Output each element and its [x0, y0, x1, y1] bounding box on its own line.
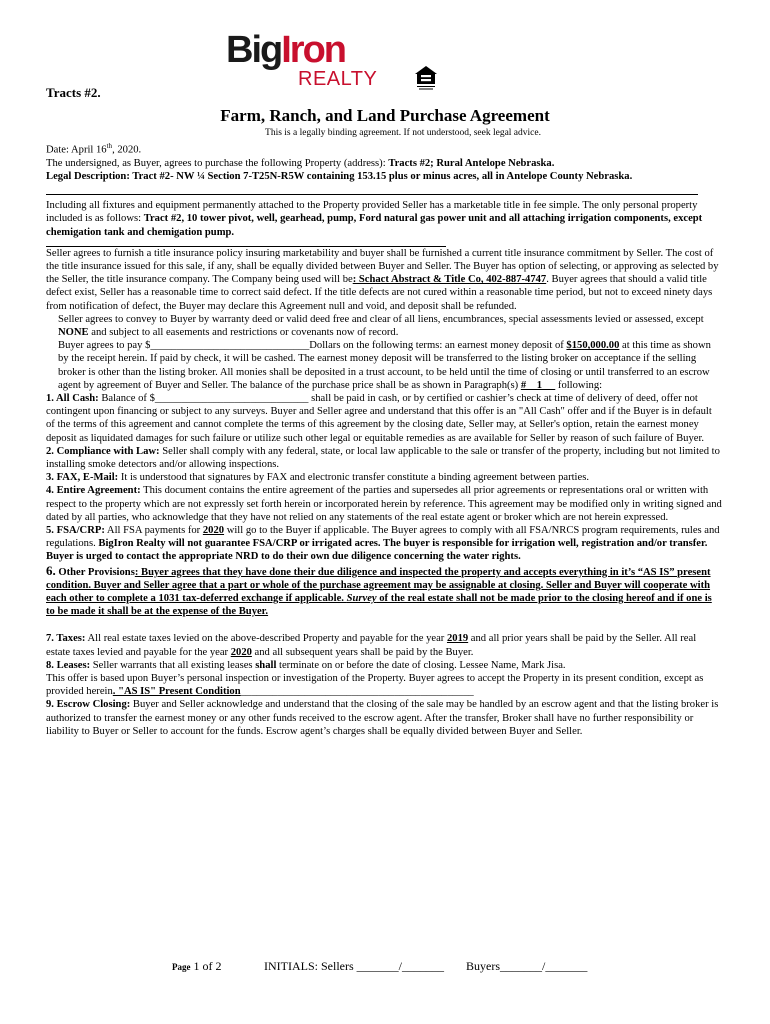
- date-line: Date: April 16th, 2020.: [46, 142, 142, 156]
- divider: [46, 183, 698, 195]
- section-5: 5. FSA/CRP: All FSA payments for 2020 will go to the Buyer if applicable. The Buyer agrees to comply with all FSA/NRCS program requirements, rules and regulations. BigIron Realty will not guarantee FSA/CRP or irrigated acres. The buyer is responsible for irrigation well, registration and/or transfer. Buyer is urged to contact the appropriate NRD to do their own due diligence concerning the water rights.: [46, 525, 720, 563]
- section-6: 6. Other Provisions: Buyer agrees that they have done their due diligence and inspected the property and accepts everything in it’s “AS IS” present condition. Buyer and Seller agree that a part or whole of the purchase agreement may be assignable at closing. Seller and Buyer will cooperate with each other to complete a 1031 tax-deferred exchange if applicable. Survey of the real estate shall not be made prior to the closing hereof and if one is to be made it shall be at the expense of the Buyer.: [46, 562, 712, 618]
- section-1: 1. All Cash: Balance of $_____________________________ shall be paid in cash, or by certified or cashier’s check at time of delivery of deed, offer not contingent upon financing or subject to any surveys. Buyer and Seller agree and understand that this offer is an "All Cash" offer and if the Buyer is in default of the terms of this agreement and cannot complete the terms of this agreement by the closing date, Seller may, at Seller's option, retain the earnest money deposit as liquidated damages for such failure or utilize such other legal or equitable remedies as are available for Seller by reason of such failure of Buyer.: [46, 392, 712, 444]
- payment-paragraph: Buyer agrees to pay $______________________________Dollars on the following terms: an earnest money deposit of $150,000.00 at this time as shown by the receipt herein. If paid by check, it will be cashed. The earnest money deposit will be transferred to the listing broker on acceptance if the selling broker is other than the listing broker. All monies shall be deposited in a trust account, to be held until the time of closing or until transferred to an escrow agent by agreement of Buyer and Seller. The balance of the purchase price shall be as shown in Paragraph(s) # 1 following:: [58, 340, 711, 391]
- buyer-initials: Buyers_______/_______: [466, 959, 588, 973]
- page-number: Page 1 of 2: [172, 959, 222, 973]
- fixtures-paragraph: Including all fixtures and equipment permanently attached to the Property provided Seller has a marketable title in fee simple. The only personal property included is as follows: Tract #2, 10 tower pivot, well, gearhead, pump, Ford natural gas power unit and all attaching irrigation components, except chemigation tank and chemigation pump.: [46, 200, 703, 238]
- logo-wordmark: BigIron: [226, 29, 345, 71]
- section-7: 7. Taxes: All real estate taxes levied on the above-described Property and payable for the year 2019 and all prior years shall be paid by the Seller. All real estate taxes levied and payable for the year 2020 and all subsequent years shall be paid by the Buyer.: [46, 633, 697, 658]
- page-title: Farm, Ranch, and Land Purchase Agreement: [220, 106, 550, 125]
- title-insurance-paragraph: Seller agrees to furnish a title insurance policy insuring marketability and buyer shall be furnished a current title insurance commitment by Seller. The cost of the title insurance issued for this sale, if any, shall be equally divided between Buyer and Seller. The Buyer has option of selecting, or approving as selected by the Seller, the title insurance company. The Company being used will be: Schact Abstract & Title Co, 402-887-4747. Buyer agrees that should a valid title defect exist, Seller has a reasonable time to correct said defect. If the title defects are not cured within a reasonable time period, but not to exceed ninety days from notification of defect, the Buyer may declare this Agreement null and void, and deposit shall be refunded.: [46, 247, 719, 312]
- bigiron-realty-logo: [226, 30, 386, 92]
- logo-realty: REALTY: [298, 68, 378, 90]
- page-subtitle: This is a legally binding agreement. If not understood, seek legal advice.: [265, 128, 541, 138]
- equal-housing-icon: [414, 64, 438, 92]
- seller-initials: INITIALS: Sellers _______/_______: [264, 959, 444, 973]
- convey-paragraph: Seller agrees to convey to Buyer by warranty deed or valid deed free and clear of all liens, encumbrances, special assessments levied or assessed, except NONE and subject to all easements and restrictions or covenants now of record.: [58, 313, 704, 338]
- section-3: 3. FAX, E-Mail: It is understood that signatures by FAX and electronic transfer constitute a binding agreement between parties.: [46, 472, 589, 484]
- agreement-body: [46, 140, 722, 738]
- divider: [46, 239, 446, 247]
- intro-paragraph: The undersigned, as Buyer, agrees to purchase the following Property (address): Tracts #2; Rural Antelope Nebraska. Legal Description: Tract #2- NW ¼ Section 7-T25N-R5W containing 153.15 plus or minus acres, all in Antelope County Nebraska.: [46, 157, 633, 182]
- section-2: 2. Compliance with Law: Seller shall comply with any federal, state, or local law applicable to the sale or transfer of the property, including but not limited to installing smoke detectors and/or allowing inspections.: [46, 445, 720, 470]
- section-8: 8. Leases: Seller warrants that all existing leases shall terminate on or before the date of closing. Lessee Name, Mark Jisa. This offer is based upon Buyer’s personal inspection or investigation of the Property. Buyer agrees to accept the Property in its present condition, except as provided herein. "AS IS" Present Condition____________________________________________: [46, 659, 704, 698]
- section-9: 9. Escrow Closing: Buyer and Seller acknowledge and understand that the closing of the sale may be handled by an escrow agent and that the listing broker is authorized to transfer the earnest money or any other funds received to the escrow agent. After the transfer, Broker shall have no further responsibility or liability to Buyer or Seller to account for the funds. Escrow agent’s charges shall be equally divided between Buyer and Seller.: [46, 699, 719, 737]
- spacer: [46, 618, 722, 632]
- section-4: 4. Entire Agreement: This document contains the entire agreement of the parties and supersedes all prior agreements or representations oral or written with respect to the property which are not expressly set forth herein or incorporated herein by reference. This agreement may be modified only in writing signed and dated by all parties, who acknowledge that they have not relied on any statements of the real estate agent or broker which are not herein expressed.: [46, 485, 722, 523]
- tracts-label: Tracts #2.: [46, 85, 101, 100]
